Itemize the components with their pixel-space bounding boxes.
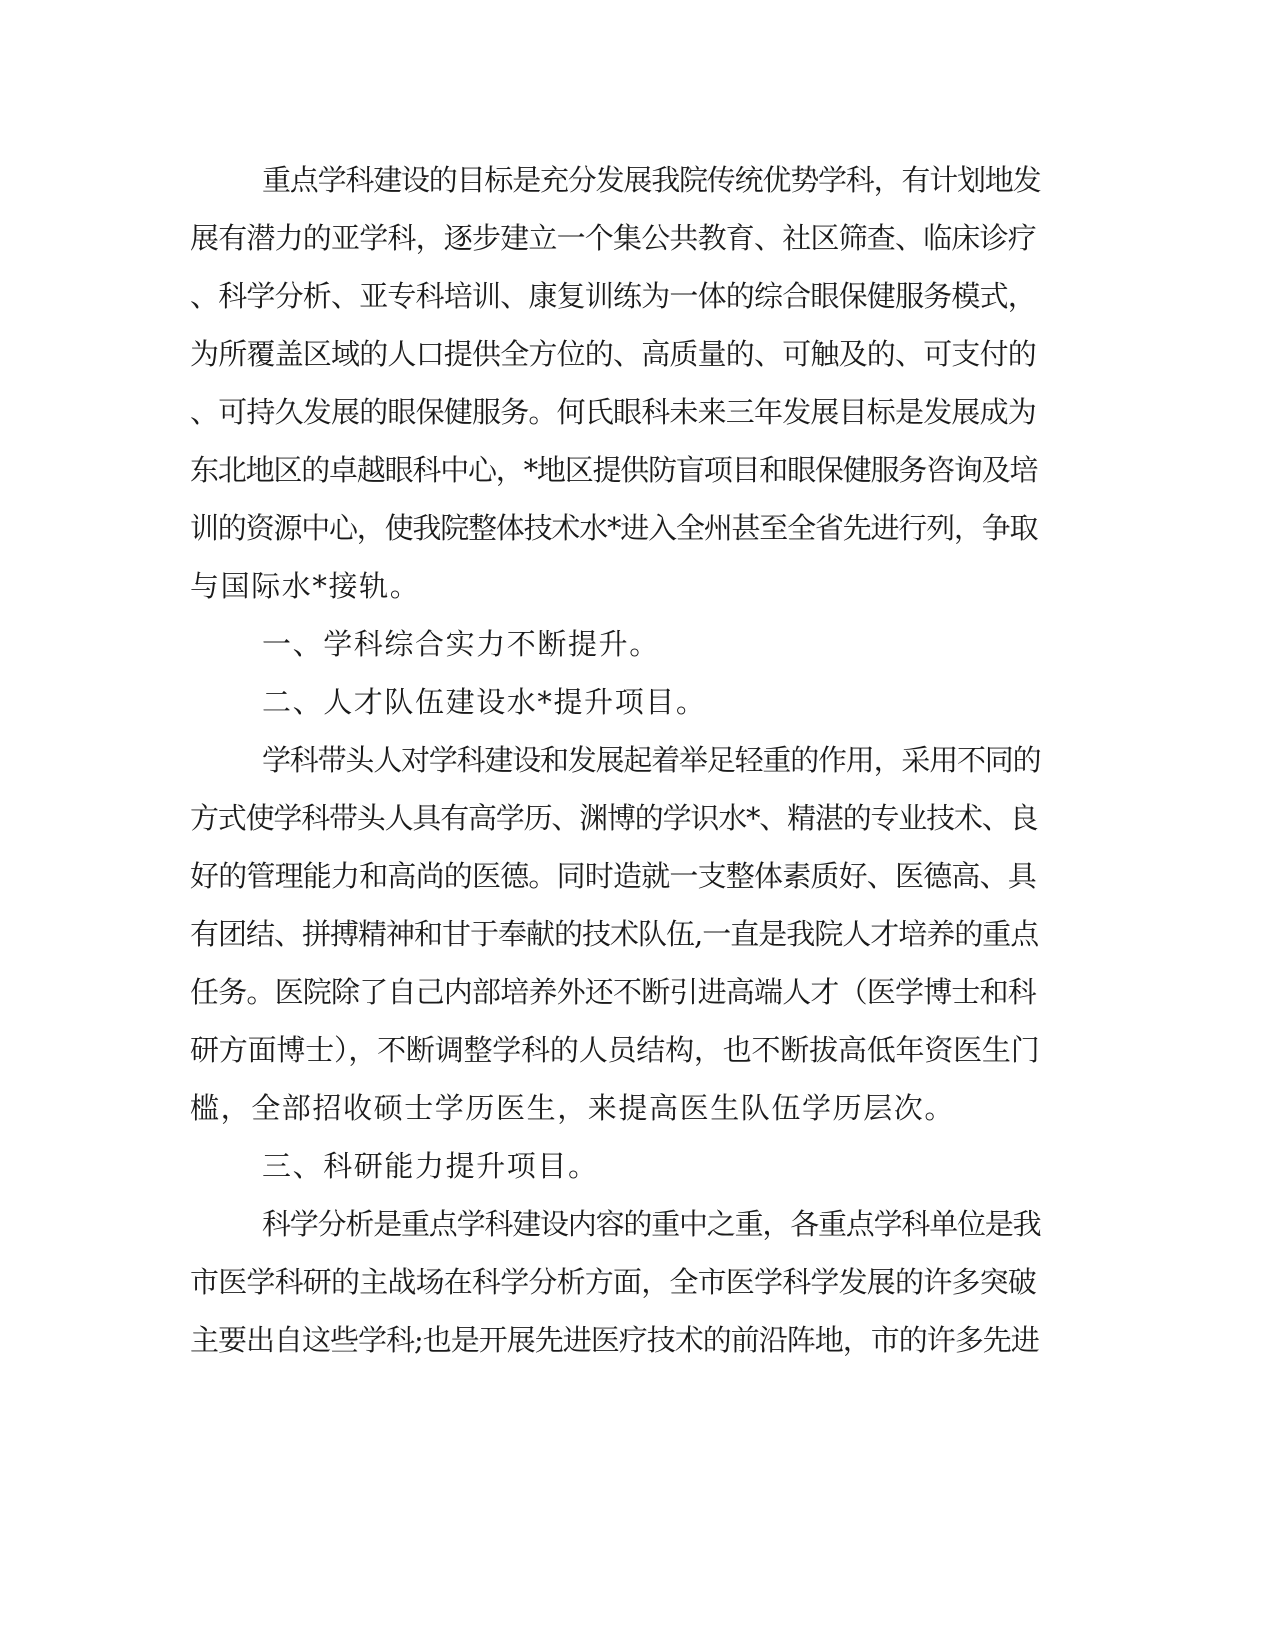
- paragraph-line: 与国际水*接轨。: [190, 569, 421, 603]
- paragraph-line: 为所覆盖区域的人口提供全方位的、高质量的、可触及的、可支付的: [190, 337, 1037, 371]
- section-heading: 一、学科综合实力不断提升。: [262, 627, 660, 661]
- paragraph-line: 训的资源中心，使我院整体技术水*进入全州甚至全省先进行列，争取: [190, 511, 1038, 545]
- paragraph-line: 科学分析是重点学科建设内容的重中之重，各重点学科单位是我: [262, 1207, 1041, 1241]
- paragraph-line: 研方面博士），不断调整学科的人员结构，也不断拔高低年资医生门: [190, 1033, 1040, 1067]
- paragraph-line: 有团结、拼搏精神和甘于奉献的技术队伍,一直是我院人才培养的重点: [190, 917, 1039, 951]
- paragraph-line: 学科带头人对学科建设和发展起着举足轻重的作用，采用不同的: [262, 743, 1041, 777]
- paragraph-line: 好的管理能力和高尚的医德。同时造就一支整体素质好、医德高、具: [190, 859, 1037, 893]
- section-heading: 三、科研能力提升项目。: [262, 1149, 599, 1183]
- paragraph-line: 槛，全部招收硕士学历医生，来提高医生队伍学历层次。: [190, 1091, 956, 1125]
- paragraph-line: 任务。医院除了自己内部培养外还不断引进高端人才（医学博士和科: [190, 975, 1037, 1009]
- paragraph-line: 、可持久发展的眼保健服务。何氏眼科未来三年发展目标是发展成为: [190, 395, 1037, 429]
- paragraph-line: 主要出自这些学科;也是开展先进医疗技术的前沿阵地，市的许多先进: [190, 1323, 1039, 1357]
- paragraph-line: 方式使学科带头人具有高学历、渊博的学识水*、精湛的专业技术、良: [190, 801, 1038, 835]
- paragraph-line: 东北地区的卓越眼科中心，*地区提供防盲项目和眼保健服务咨询及培: [190, 453, 1038, 487]
- paragraph-line: 展有潜力的亚学科，逐步建立一个集公共教育、社区筛查、临床诊疗: [190, 221, 1037, 255]
- section-heading: 二、人才队伍建设水*提升项目。: [262, 685, 707, 719]
- paragraph-line: 、科学分析、亚专科培训、康复训练为一体的综合眼保健服务模式，: [190, 279, 1037, 313]
- paragraph-line: 市医学科研的主战场在科学分析方面，全市医学科学发展的许多突破: [190, 1265, 1037, 1299]
- paragraph-line: 重点学科建设的目标是充分发展我院传统优势学科，有计划地发: [262, 163, 1041, 197]
